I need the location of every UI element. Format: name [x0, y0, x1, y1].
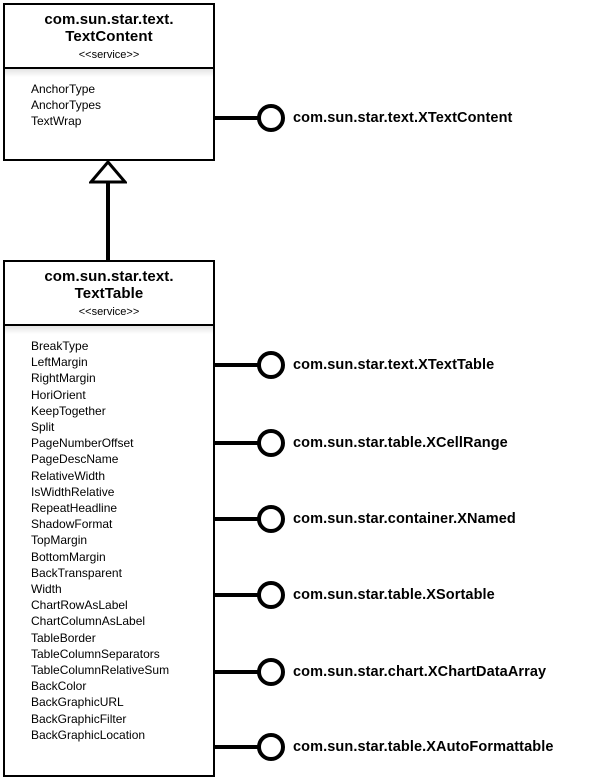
textcontent-service-box [3, 3, 215, 161]
interface-label: com.sun.star.table.XAutoFormattable [293, 739, 554, 755]
property-item: AnchorTypes [31, 98, 102, 113]
property-item: HoriOrient [31, 387, 86, 402]
property-item: BackGraphicURL [31, 695, 124, 710]
lollipop-stem [215, 517, 258, 521]
property-item: AnchorType [31, 82, 96, 96]
property-item: ShadowFormat [31, 517, 113, 532]
property-item: BottomMargin [31, 549, 106, 564]
property-item: TableBorder [31, 630, 96, 645]
property-item: TableColumnRelativeSum [31, 663, 170, 678]
property-item: Width [31, 582, 62, 597]
property-item: BackGraphicFilter [31, 711, 127, 726]
property-item: BreakType [31, 339, 89, 353]
lollipop-circle-icon [257, 429, 285, 457]
textcontent-stereotype: <<service>> [78, 49, 140, 61]
lollipop-circle-icon [257, 104, 285, 132]
texttable-property-list [5, 326, 213, 749]
lollipop-circle-icon [257, 581, 285, 609]
property-item: TableColumnSeparators [31, 646, 160, 661]
property-item: LeftMargin [31, 355, 88, 370]
property-item: BackGraphicLocation [31, 727, 146, 742]
interface-label: com.sun.star.text.XTextContent [293, 110, 513, 126]
textcontent-title-line2: TextContent [65, 28, 153, 45]
interface-label: com.sun.star.table.XSortable [293, 587, 495, 603]
texttable-stereotype: <<service>> [78, 306, 140, 318]
interface-label: com.sun.star.chart.XChartDataArray [293, 664, 547, 680]
lollipop-circle-icon [257, 733, 285, 761]
property-item: Split [31, 420, 55, 435]
interface-label: com.sun.star.text.XTextTable [293, 357, 495, 373]
property-item: PageNumberOffset [31, 436, 134, 451]
lollipop-stem [215, 363, 258, 367]
property-item: RelativeWidth [31, 468, 106, 483]
property-item: TopMargin [31, 533, 88, 548]
lollipop-stem [215, 116, 258, 120]
interface-label: com.sun.star.table.XCellRange [293, 435, 508, 451]
texttable-title-line2: TextTable [74, 285, 144, 302]
interface-label: com.sun.star.container.XNamed [293, 511, 516, 527]
textcontent-title-line1: com.sun.star.text. [44, 11, 174, 28]
property-item: ChartColumnAsLabel [31, 614, 146, 629]
property-item: RightMargin [31, 371, 96, 386]
texttable-box-header [5, 262, 213, 326]
property-item: BackColor [31, 679, 87, 694]
lollipop-circle-icon [257, 351, 285, 379]
lollipop-stem [215, 670, 258, 674]
property-item: KeepTogether [31, 403, 106, 418]
property-item: ChartRowAsLabel [31, 598, 128, 613]
property-item: RepeatHeadline [31, 501, 118, 516]
textcontent-box-header [5, 5, 213, 69]
lollipop-stem [215, 593, 258, 597]
lollipop-circle-icon [257, 658, 285, 686]
generalization-arrow-icon [89, 160, 127, 184]
lollipop-stem [215, 745, 258, 749]
lollipop-stem [215, 441, 258, 445]
property-item: PageDescName [31, 452, 119, 467]
property-item: IsWidthRelative [31, 484, 115, 499]
generalization-line [106, 182, 110, 260]
texttable-service-box [3, 260, 215, 777]
texttable-title-line1: com.sun.star.text. [44, 268, 174, 285]
property-item: TextWrap [31, 114, 82, 129]
lollipop-circle-icon [257, 505, 285, 533]
property-item: BackTransparent [31, 565, 122, 580]
textcontent-property-list [5, 69, 213, 136]
